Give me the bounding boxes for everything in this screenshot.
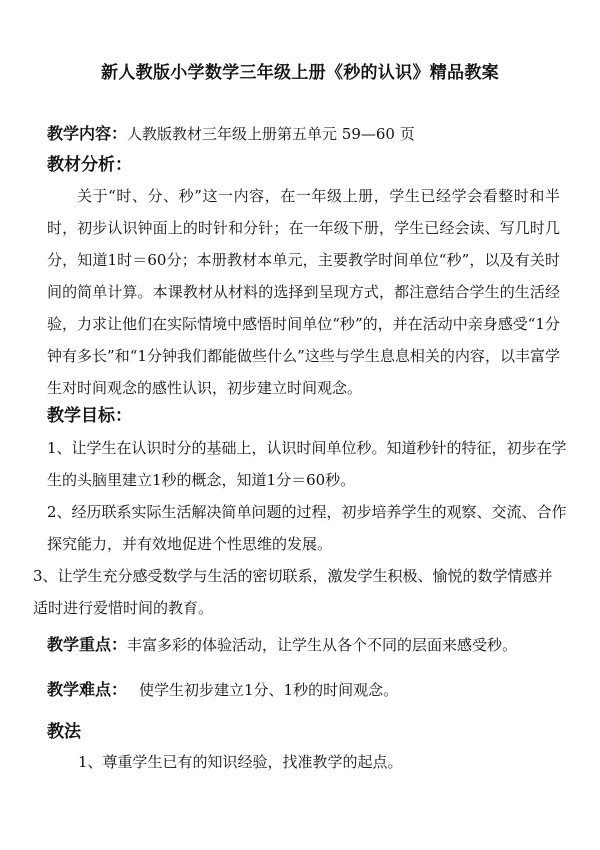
teaching-content-text: 人教版教材三年级上册第五单元 59—60 页: [127, 125, 415, 143]
material-analysis-heading: 教材分析：: [47, 155, 132, 175]
document-title: 新人教版小学数学三年级上册《秒的认识》精品教案: [101, 63, 499, 83]
teaching-goals-heading: 教学目标：: [47, 406, 132, 426]
difficult-points-label: 教学难点：: [47, 680, 128, 699]
material-analysis-paragraph: 关于“时、分、秒”这一内容，在一年级上册，学生已经学会看整时和半时，初步认识钟面上的时针和分针；在一年级下册，学生已经会读、写几时几分，知道1时＝60分；本册教材本单元，主要教学时间单位“秒”，以及有关时间的简单计算。本课教材从材料的选择到呈现方式，都注意结合学生的生活经验，力求让他们在实际情境中感悟时间单位“秒”的，并在活动中亲身感受“1分钟有多长”和“1分钟我们都能做些什么”这些与学生息息相关的内容，以丰富学生对时间观念的感性认识，初步建立时间观念。: [47, 187, 560, 397]
teaching-content-label: 教学内容：: [47, 124, 128, 143]
key-points-label: 教学重点：: [47, 635, 128, 654]
teaching-content-line: [47, 124, 415, 144]
teaching-goal-item-2: 2、经历联系实际生活解决简单问题的过程，初步培养学生的观察、交流、合作探究能力，并有效地促进个性思维的发展。: [47, 503, 567, 553]
teaching-method-item-1: 1、尊重学生已有的知识经验，找准教学的起点。: [78, 753, 403, 771]
key-points-line: [47, 635, 517, 655]
key-points-text: 丰富多彩的体验活动，让学生从各个不同的层面来感受秒。: [127, 636, 518, 654]
difficult-points-line: [47, 680, 398, 700]
teaching-goal-item-3: 3、让学生充分感受数学与生活的密切联系，激发学生积极、愉悦的数学情感并适时进行爱惜时间的教育。: [33, 567, 553, 617]
difficult-points-text: 使学生初步建立1分、1秒的时间观念。: [139, 681, 399, 699]
teaching-methods-heading: 教法: [47, 722, 81, 742]
teaching-goal-item-1: 1、让学生在认识时分的基础上，认识时间单位秒。知道秒针的特征，初步在学生的头脑里建立1秒的概念，知道1分＝60秒。: [47, 439, 567, 489]
